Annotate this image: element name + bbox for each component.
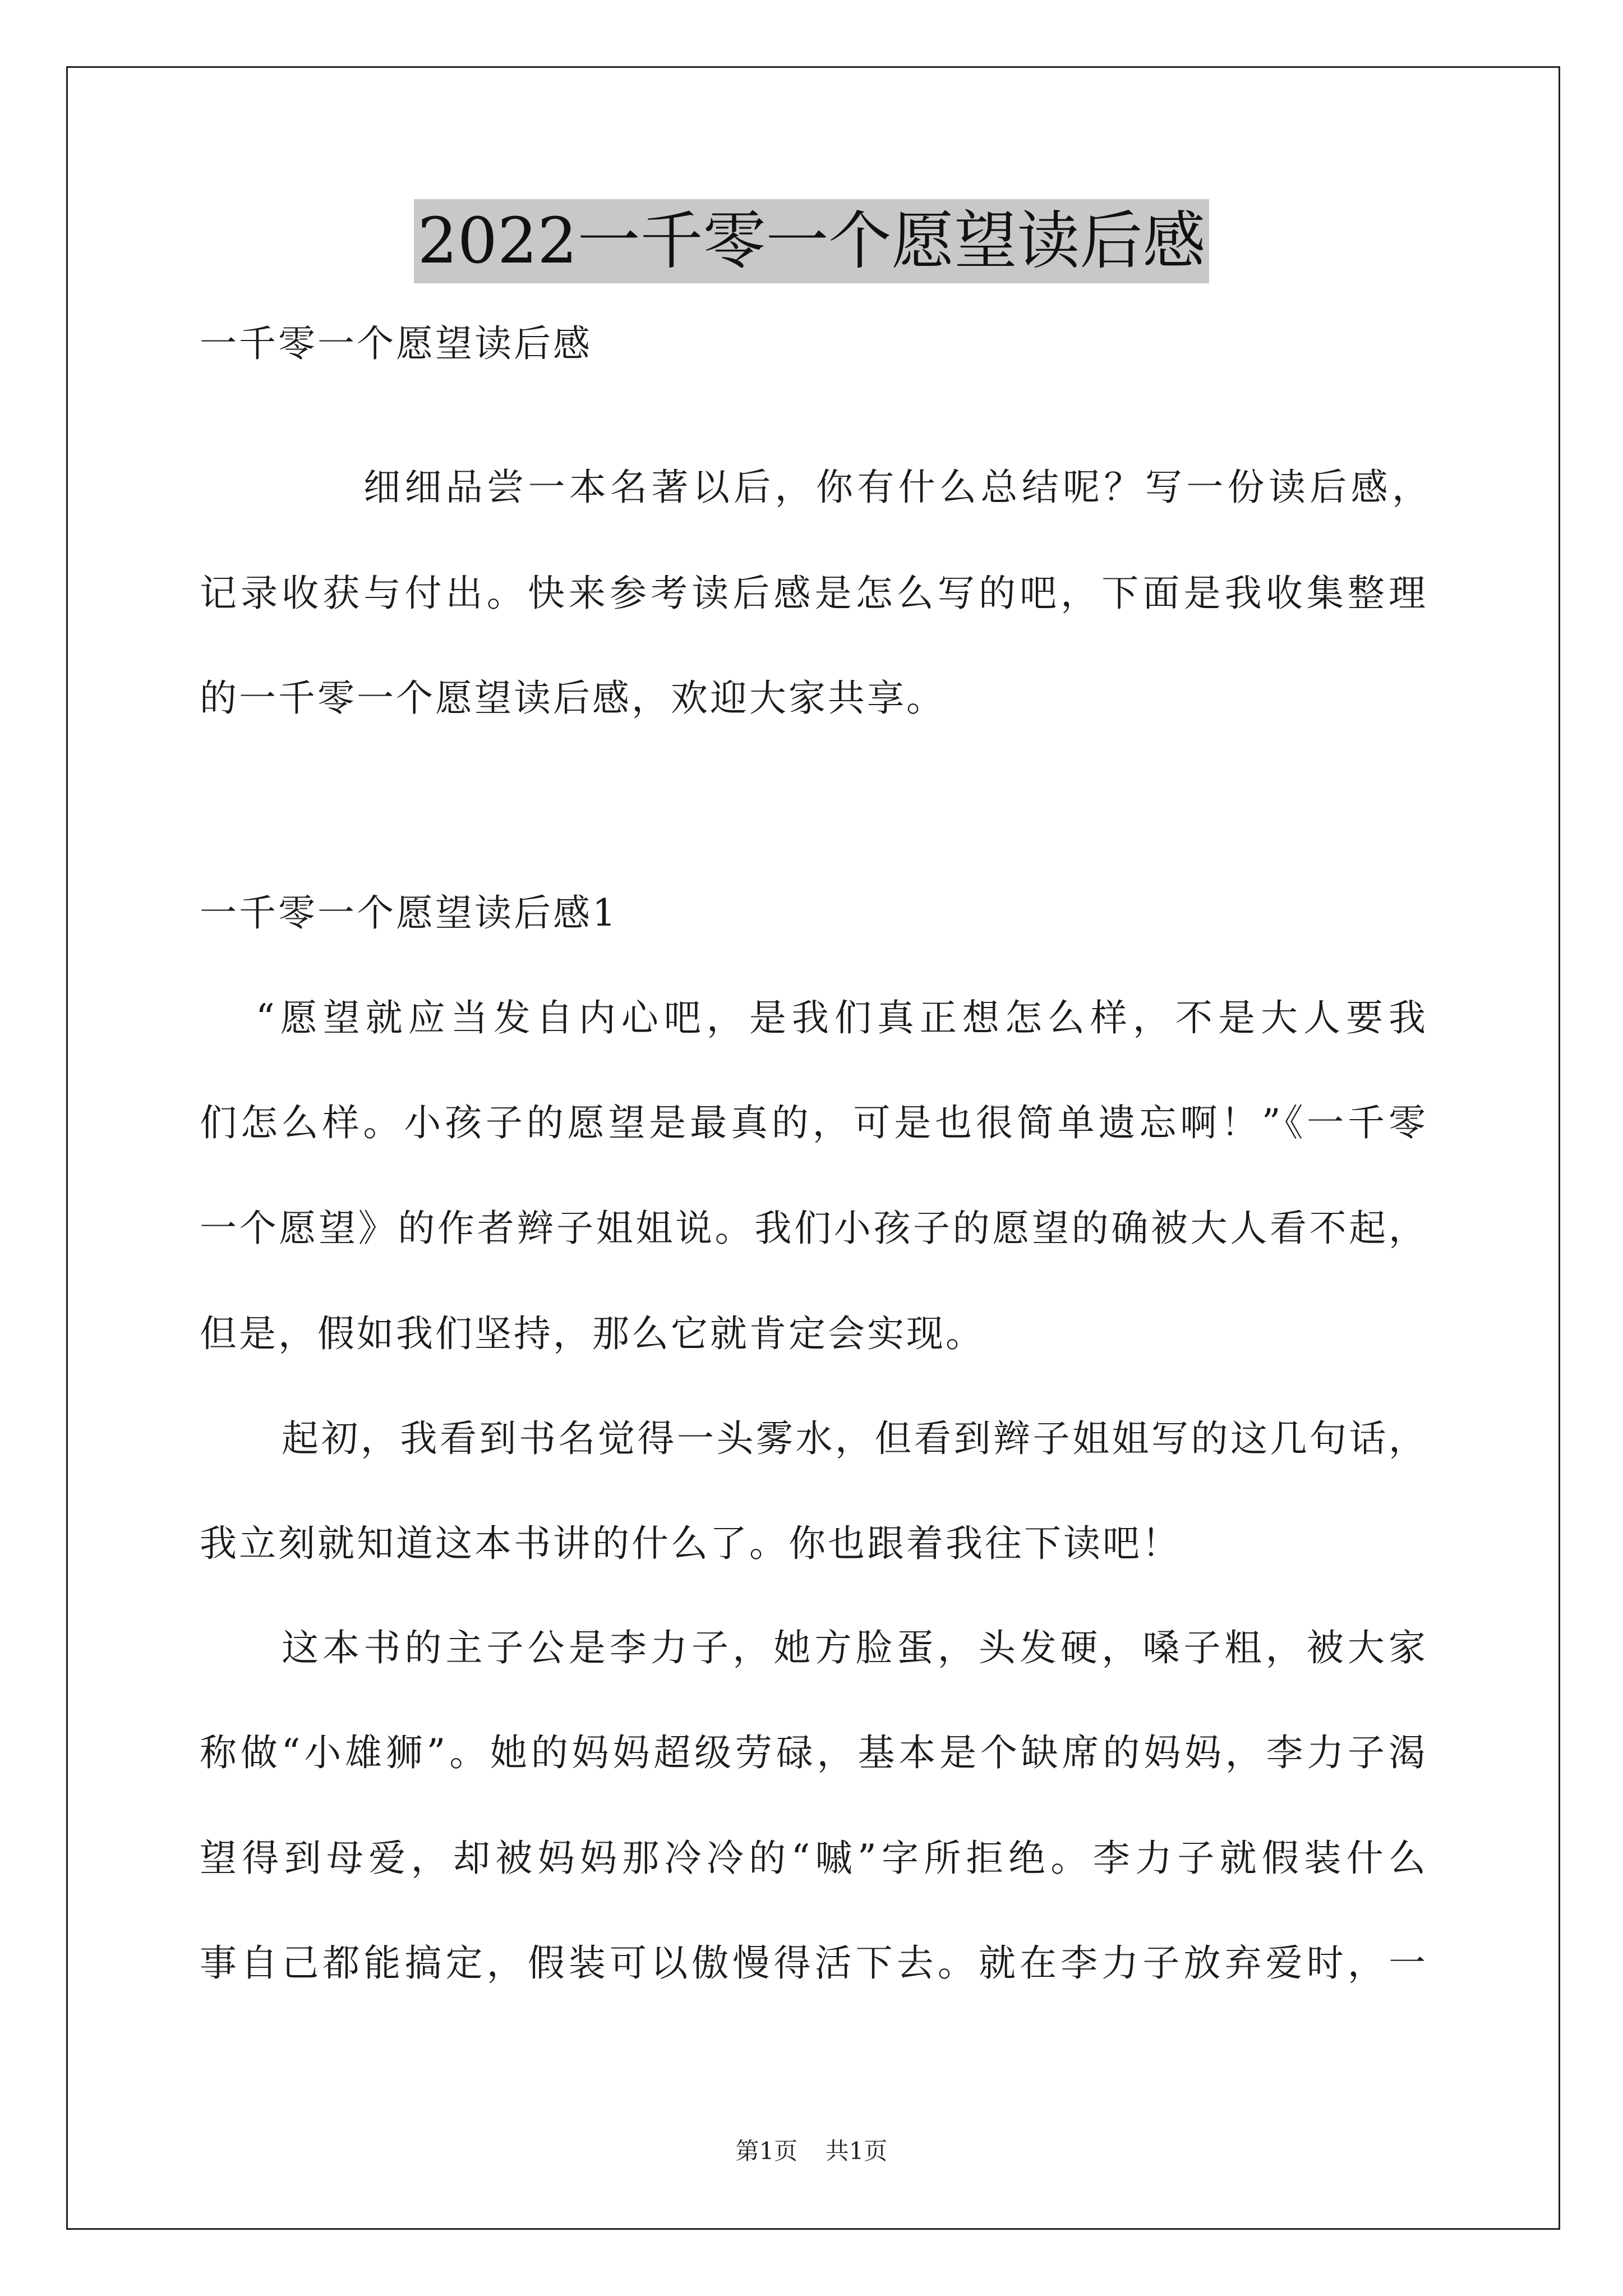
intro-line-1: 细细品尝一本名著以后，你有什么总结呢？写一份读后感， [363, 466, 1429, 509]
title-container [0, 199, 1623, 283]
body-line-5: 起初，我看到书名觉得一头雾水，但看到辫子姐姐写的这几句话， [282, 1417, 1426, 1460]
body-line-10: 事自己都能搞定，假装可以傲慢得活下去。就在李力子放弃爱时，一 [200, 1941, 1426, 1985]
body-line-2: 们怎么样。小孩子的愿望是最真的，可是也很简单遗忘啊！”《一千零 [200, 1101, 1426, 1144]
page-footer [0, 2134, 1623, 2168]
document-title: 2022一千零一个愿望读后感 [414, 199, 1209, 283]
section-heading: 一千零一个愿望读后感1 [200, 891, 618, 935]
body-line-8: 称做“小雄狮”。她的妈妈超级劳碌，基本是个缺席的妈妈，李力子渴 [200, 1731, 1426, 1774]
body-line-1: “愿望就应当发自内心吧，是我们真正想怎么样，不是大人要我 [256, 996, 1426, 1039]
body-line-4: 但是，假如我们坚持，那么它就肯定会实现。 [200, 1312, 985, 1355]
body-line-3: 一个愿望》的作者辫子姐姐说。我们小孩子的愿望的确被大人看不起， [200, 1207, 1426, 1250]
body-line-9: 望得到母爱，却被妈妈那冷冷的“嘁”字所拒绝。李力子就假装什么 [200, 1837, 1426, 1880]
intro-line-2: 记录收获与付出。快来参考读后感是怎么写的吧，下面是我收集整理 [200, 572, 1426, 615]
body-line-6: 我立刻就知道这本书讲的什么了。你也跟着我往下读吧！ [200, 1522, 1181, 1565]
page-total: 共1页 [825, 2137, 888, 2165]
intro-line-3: 的一千零一个愿望读后感，欢迎大家共享。 [200, 677, 946, 720]
page-number: 第1页 [735, 2137, 798, 2165]
body-line-7: 这本书的主子公是李力子，她方脸蛋，头发硬，嗓子粗，被大家 [282, 1626, 1426, 1669]
document-subtitle: 一千零一个愿望读后感 [200, 322, 592, 365]
